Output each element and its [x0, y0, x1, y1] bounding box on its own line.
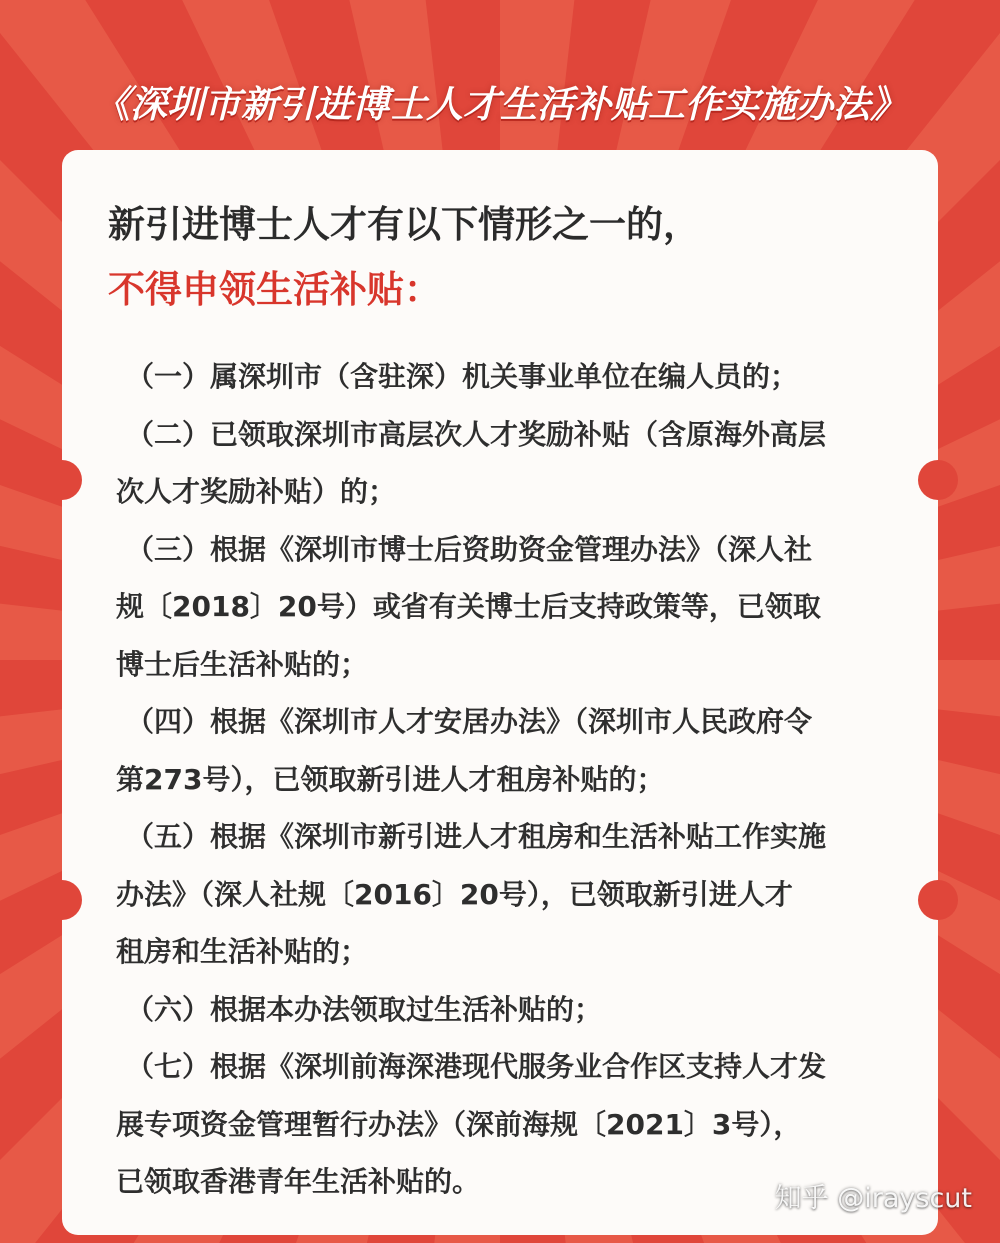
card-notch — [42, 460, 82, 500]
card-heading — [108, 195, 700, 320]
list-item — [116, 406, 906, 521]
card-notch — [918, 880, 958, 920]
list-item-line: 规〔2018〕20号）或省有关博士后支持政策等，已领取 — [116, 590, 821, 623]
list-item-line: 次人才奖励补贴）的； — [116, 475, 397, 508]
list-item-line: 展专项资金管理暂行办法》（深前海规〔2021〕3号）， — [116, 1107, 802, 1141]
list-item-line: （五）根据《深圳市新引进人才租房和生活补贴工作实施 — [126, 820, 827, 853]
exclusion-list — [116, 348, 906, 1211]
list-item-line: 办法》（深人社规〔2016〕20号），已领取新引进人才 — [116, 877, 793, 911]
list-item-line: （二）已领取深圳市高层次人才奖励补贴（含原海外高层 — [126, 417, 827, 451]
watermark: 知乎 @irayscut — [774, 1183, 972, 1214]
list-item — [116, 348, 906, 406]
card-notch — [918, 460, 958, 500]
card-notch — [42, 880, 82, 920]
list-item — [116, 808, 906, 981]
list-item-line: （四）根据《深圳市人才安居办法》（深圳市人民政府令 — [126, 705, 813, 738]
heading-line-highlight: 不得申领生活补贴： — [108, 268, 441, 311]
list-item — [116, 981, 906, 1039]
heading-line-main: 新引进博士人才有以下情形之一的， — [108, 203, 700, 246]
list-item-line: 租房和生活补贴的； — [116, 935, 369, 968]
list-item-line: （一）属深圳市（含驻深）机关事业单位在编人员的； — [126, 360, 799, 393]
list-item — [116, 521, 906, 694]
banner-title: 《深圳市新引进博士人才生活补贴工作实施办法》 — [93, 83, 907, 126]
content-card — [62, 150, 938, 1235]
list-item-line: 第273号），已领取新引进人才租房补贴的； — [116, 762, 665, 796]
list-item-line: （七）根据《深圳前海深港现代服务业合作区支持人才发 — [126, 1050, 827, 1083]
list-item-line: （三）根据《深圳市博士后资助资金管理办法》（深人社 — [126, 532, 813, 566]
list-item — [116, 693, 906, 808]
list-item-line: 博士后生活补贴的； — [116, 647, 369, 681]
list-item-line: （六）根据本办法领取过生活补贴的； — [126, 992, 603, 1026]
list-item-line: 已领取香港青年生活补贴的。 — [116, 1165, 481, 1198]
